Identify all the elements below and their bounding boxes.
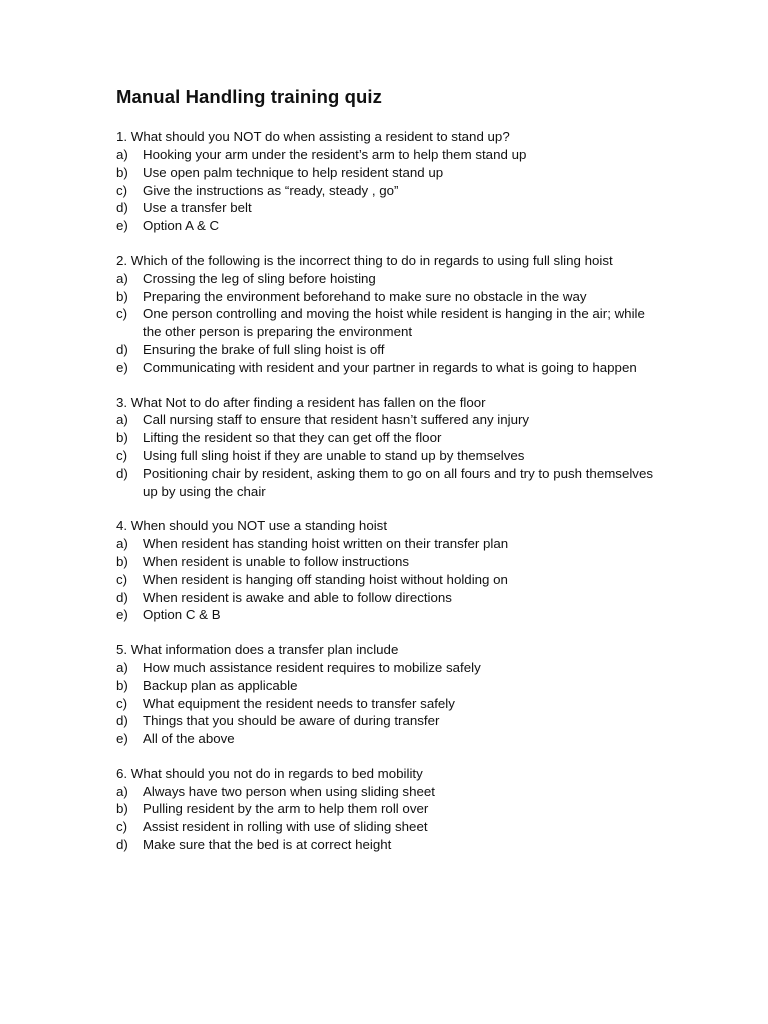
question-block — [116, 641, 656, 748]
option-text: Hooking your arm under the resident’s arm to help them stand up — [143, 146, 527, 162]
option-text: Lifting the resident so that they can get off the floor — [143, 430, 442, 446]
question-block — [116, 517, 656, 624]
option-text: Make sure that the bed is at correct height — [143, 837, 392, 853]
question-text: 1. What should you NOT do when assisting a resident to stand up? — [116, 129, 510, 145]
option-text: Positioning chair by resident, asking them to go on all fours and try to push themselves up by using the chair — [143, 465, 653, 499]
option-text: Assist resident in rolling with use of sliding sheet — [143, 819, 428, 835]
option-text: When resident is unable to follow instructions — [143, 553, 410, 569]
answer-option — [116, 305, 656, 341]
option-letter: c) — [116, 695, 128, 711]
option-text: Preparing the environment beforehand to make sure no obstacle in the way — [143, 288, 587, 304]
answer-option — [116, 571, 656, 589]
option-letter: a) — [116, 146, 128, 162]
question-list — [116, 128, 768, 854]
option-letter: c) — [116, 819, 128, 835]
option-text: One person controlling and moving the hoist while resident is hanging in the air; while the other person is preparing the environment — [143, 306, 645, 340]
option-letter: b) — [116, 164, 128, 180]
answer-options — [116, 659, 656, 748]
answer-option — [116, 288, 656, 306]
answer-options — [116, 270, 656, 377]
option-letter: d) — [116, 465, 128, 481]
option-letter: b) — [116, 801, 128, 817]
option-letter: b) — [116, 677, 128, 693]
option-text: Using full sling hoist if they are unable to stand up by themselves — [143, 447, 525, 463]
option-letter: e) — [116, 731, 128, 747]
option-letter: b) — [116, 430, 128, 446]
option-letter: c) — [116, 447, 128, 463]
option-letter: e) — [116, 359, 128, 375]
question-block — [116, 252, 656, 377]
answer-options — [116, 783, 656, 854]
option-text: How much assistance resident requires to mobilize safely — [143, 659, 481, 675]
option-text: Communicating with resident and your partner in regards to what is going to happen — [143, 359, 637, 375]
option-text: Give the instructions as “ready, steady , go” — [143, 182, 399, 198]
answer-option — [116, 818, 656, 836]
option-text: All of the above — [143, 731, 235, 747]
option-text: Call nursing staff to ensure that resident hasn’t suffered any injury — [143, 412, 530, 428]
answer-option — [116, 429, 656, 447]
answer-option — [116, 164, 656, 182]
answer-option — [116, 199, 656, 217]
option-text: Use a transfer belt — [143, 200, 252, 216]
answer-option — [116, 589, 656, 607]
option-text: Crossing the leg of sling before hoisting — [143, 270, 376, 286]
page-title: Manual Handling training quiz — [116, 86, 383, 107]
answer-option — [116, 783, 656, 801]
option-letter: a) — [116, 270, 128, 286]
option-text: Ensuring the brake of full sling hoist is off — [143, 341, 385, 357]
option-letter: e) — [116, 218, 128, 234]
option-text: Use open palm technique to help resident stand up — [143, 164, 444, 180]
question-text: 5. What information does a transfer plan include — [116, 642, 399, 658]
option-letter: d) — [116, 837, 128, 853]
answer-option — [116, 341, 656, 359]
option-text: Things that you should be aware of during transfer — [143, 713, 440, 729]
option-letter: b) — [116, 288, 128, 304]
option-letter: b) — [116, 553, 128, 569]
answer-option — [116, 606, 656, 624]
answer-options — [116, 535, 656, 624]
answer-option — [116, 836, 656, 854]
answer-option — [116, 800, 656, 818]
question-text: 3. What Not to do after finding a resident has fallen on the floor — [116, 394, 486, 410]
answer-option — [116, 659, 656, 677]
answer-option — [116, 359, 656, 377]
option-letter: a) — [116, 536, 128, 552]
option-text: When resident has standing hoist written on their transfer plan — [143, 536, 509, 552]
question-text: 6. What should you not do in regards to bed mobility — [116, 765, 423, 781]
option-text: Option C & B — [143, 607, 221, 623]
option-text: Always have two person when using sliding sheet — [143, 783, 435, 799]
answer-option — [116, 270, 656, 288]
option-text: Option A & C — [143, 218, 220, 234]
answer-option — [116, 535, 656, 553]
question-block — [116, 394, 656, 501]
option-letter: a) — [116, 783, 128, 799]
question-block — [116, 128, 656, 235]
option-letter: c) — [116, 306, 128, 322]
answer-option — [116, 730, 656, 748]
question-text: 2. Which of the following is the incorrect thing to do in regards to using full sling hoist — [116, 252, 613, 268]
question-text: 4. When should you NOT use a standing hoist — [116, 518, 388, 534]
option-text: What equipment the resident needs to transfer safely — [143, 695, 455, 711]
option-letter: d) — [116, 200, 128, 216]
answer-option — [116, 182, 656, 200]
option-text: Backup plan as applicable — [143, 677, 298, 693]
option-text: When resident is hanging off standing hoist without holding on — [143, 571, 508, 587]
answer-option — [116, 411, 656, 429]
option-letter: d) — [116, 341, 128, 357]
option-letter: e) — [116, 607, 128, 623]
answer-option — [116, 447, 656, 465]
option-letter: a) — [116, 412, 128, 428]
answer-option — [116, 712, 656, 730]
answer-option — [116, 695, 656, 713]
answer-option — [116, 217, 656, 235]
answer-option — [116, 553, 656, 571]
answer-options — [116, 146, 656, 235]
answer-option — [116, 146, 656, 164]
option-letter: d) — [116, 589, 128, 605]
answer-option — [116, 677, 656, 695]
option-letter: c) — [116, 182, 128, 198]
option-letter: a) — [116, 659, 128, 675]
answer-option — [116, 465, 656, 501]
option-text: When resident is awake and able to follow directions — [143, 589, 452, 605]
option-letter: c) — [116, 571, 128, 587]
option-letter: d) — [116, 713, 128, 729]
answer-options — [116, 411, 656, 500]
question-block — [116, 765, 656, 854]
option-text: Pulling resident by the arm to help them roll over — [143, 801, 429, 817]
